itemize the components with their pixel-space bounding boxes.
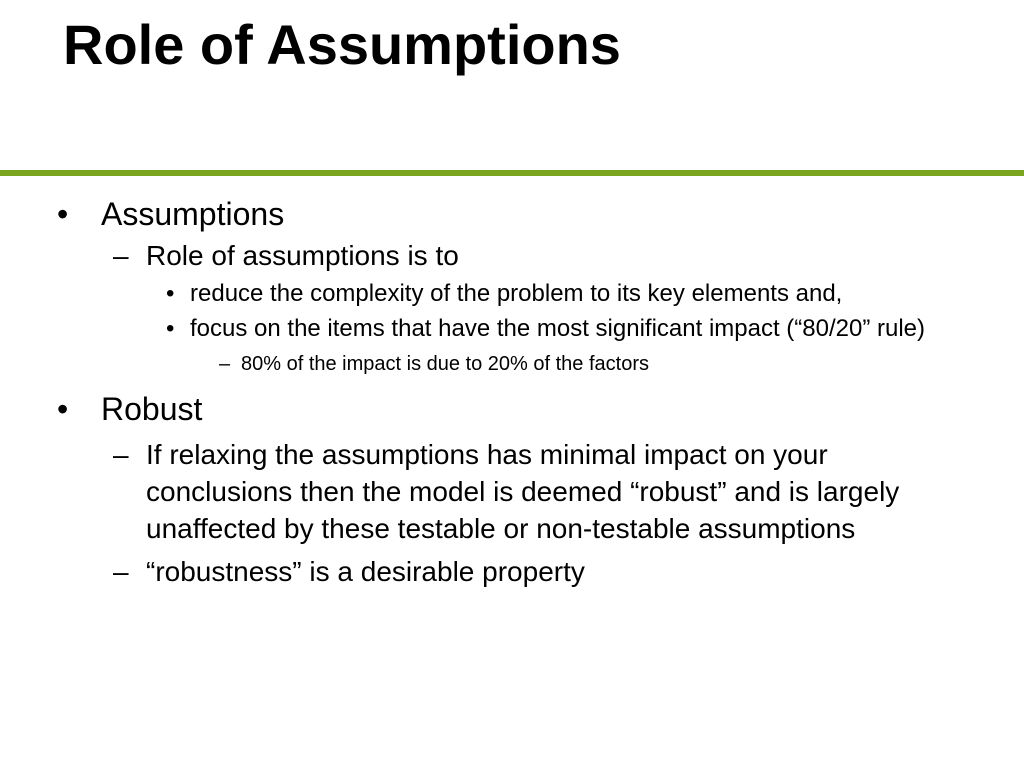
bullet-marker: •: [57, 196, 69, 232]
point-reduce-complexity: [166, 278, 970, 309]
note-text: 80% of the impact is due to 20% of the factors: [241, 353, 650, 375]
slide-title: Role of Assumptions: [63, 13, 621, 76]
dash-marker: –: [113, 556, 129, 587]
bullet-text: Assumptions: [101, 196, 285, 232]
point-text: focus on the items that have the most significant impact (“80/20” rule): [190, 315, 926, 342]
sub-bullet-text: Role of assumptions is to: [146, 240, 459, 271]
slide-body: [0, 193, 1024, 590]
sub-bullet-relaxing: [113, 436, 946, 547]
dash-marker: –: [219, 353, 231, 375]
dash-marker: –: [113, 439, 129, 470]
bullet-marker: •: [166, 280, 175, 307]
sub-bullet-robustness: [113, 553, 946, 590]
sub-bullet-text: If relaxing the assumptions has minimal impact on your conclusions then the model is deemed “robust” and is largely unaffected by these testable or non-testable assumptions: [146, 439, 900, 544]
bullet-marker: •: [57, 391, 69, 427]
dash-marker: –: [113, 240, 129, 271]
bullet-robust: [57, 388, 981, 430]
title-divider: [0, 170, 1024, 176]
note-80-20: [219, 350, 981, 378]
point-focus-impact: [166, 313, 970, 344]
bullet-marker: •: [166, 315, 175, 342]
bullet-text: Robust: [101, 391, 203, 427]
sub-bullet-text: “robustness” is a desirable property: [146, 556, 585, 587]
point-text: reduce the complexity of the problem to its key elements and,: [190, 280, 843, 307]
sub-bullet-role: [113, 237, 946, 274]
bullet-assumptions: [57, 193, 981, 235]
